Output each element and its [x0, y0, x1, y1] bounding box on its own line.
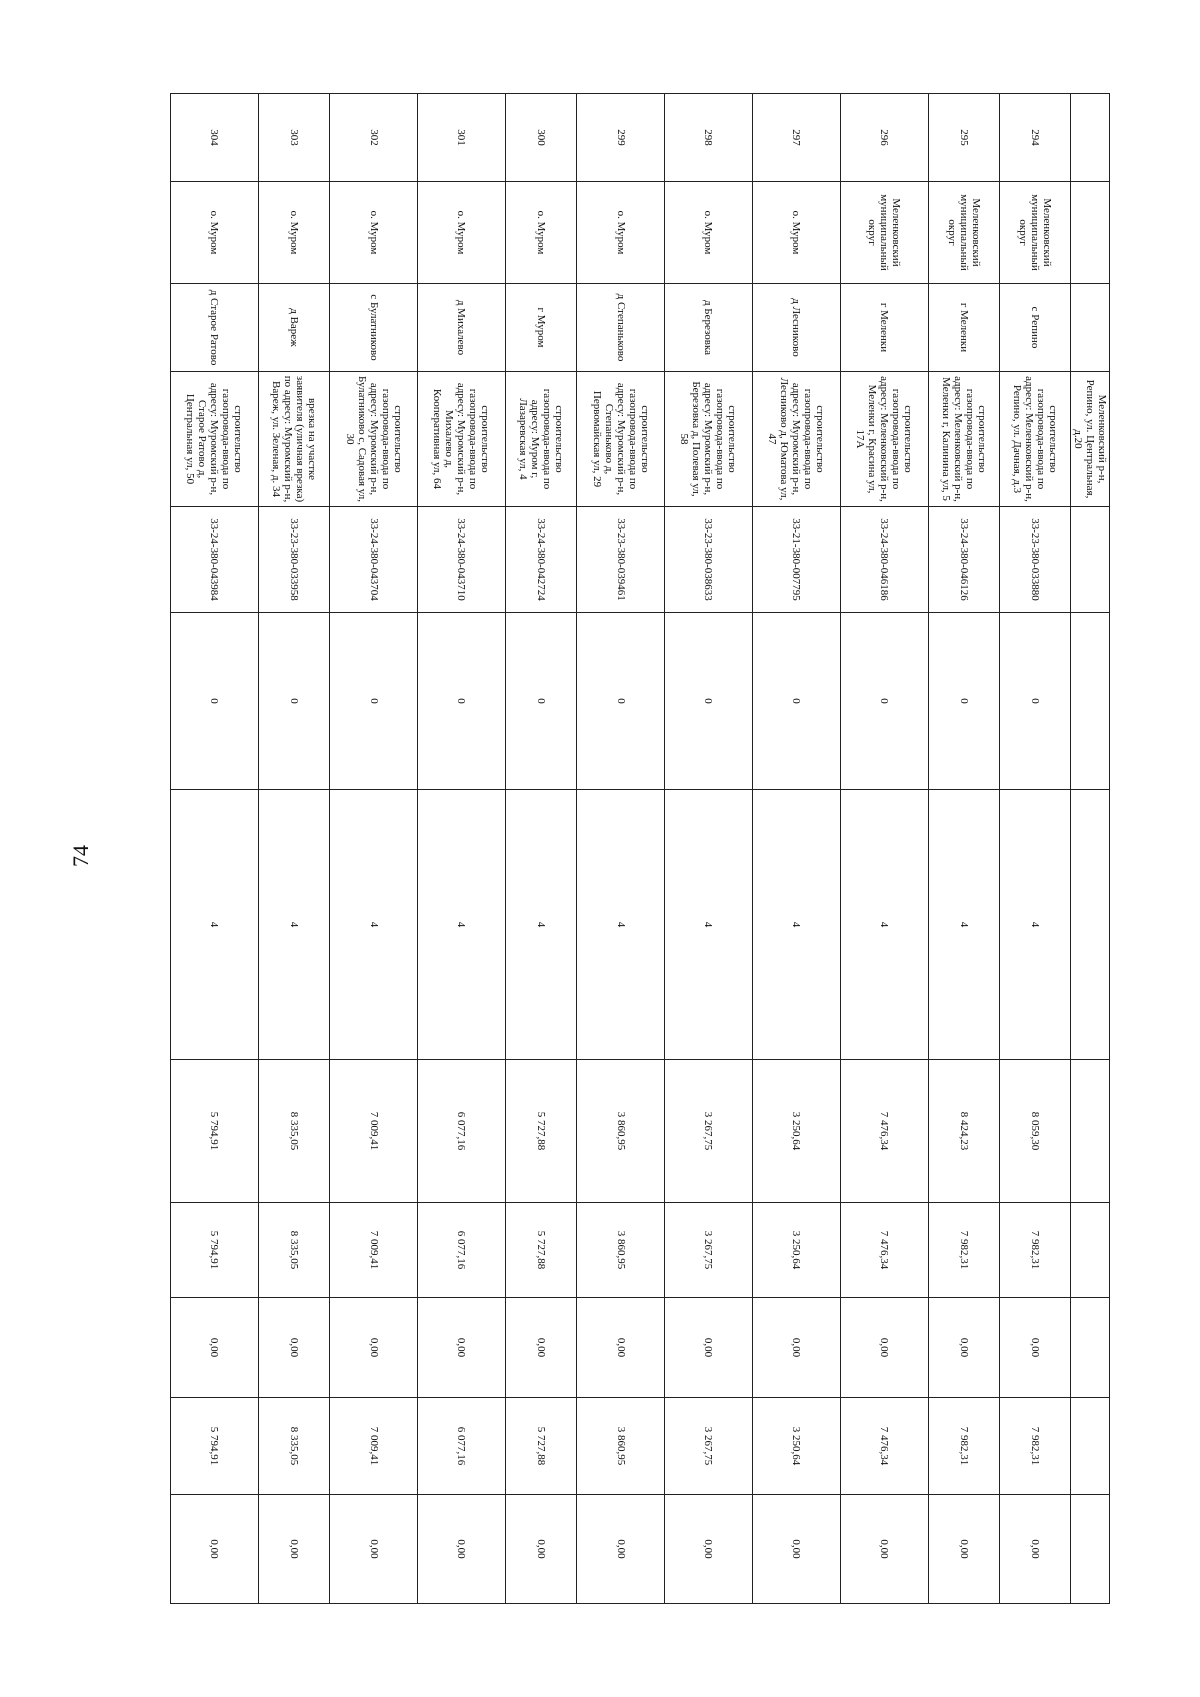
cell-municipality: о. Муром	[664, 182, 752, 284]
table-row	[840, 94, 928, 1604]
cell-cost-b: 0,00	[664, 1298, 752, 1398]
cell-zero: 0	[505, 613, 576, 790]
cell-cost-d: 0,00	[505, 1495, 576, 1604]
table-row	[999, 94, 1070, 1604]
cell-municipality	[1071, 182, 1110, 284]
cell-cost-b: 0,00	[171, 1298, 259, 1398]
cell-cost-b: 0,00	[999, 1298, 1070, 1398]
cell-id: 33-23-380-039461	[577, 507, 665, 613]
cell-municipality: о. Муром	[418, 182, 506, 284]
cell-municipality: Меленковский муниципальный округ	[928, 182, 999, 284]
cell-cost-c: 8 335,05	[258, 1398, 329, 1495]
cell-category: 4	[928, 790, 999, 1060]
cell-settlement: д Михалево	[418, 284, 506, 372]
cell-cost-c: 3 250,64	[752, 1398, 840, 1495]
cell-object: врезка на участке заявителя (уличная врезка) по адресу: Муромский р-н, Вареж, ул. Зеленая, д. 34	[258, 372, 329, 507]
cell-category: 4	[171, 790, 259, 1060]
table-row	[258, 94, 329, 1604]
cell-zero: 0	[577, 613, 665, 790]
cell-cost-c: 7 009,41	[330, 1398, 418, 1495]
cell-cost-total: 8 059,30	[999, 1060, 1070, 1203]
cell-cost-b: 0,00	[928, 1298, 999, 1398]
cell-cost-d: 0,00	[999, 1495, 1070, 1604]
cell-num: 299	[577, 94, 665, 182]
cell-cost-total: 7 476,34	[840, 1060, 928, 1203]
cell-settlement: д Старое Ратово	[171, 284, 259, 372]
cell-cost-d: 0,00	[752, 1495, 840, 1604]
rotated-table-container	[170, 93, 1110, 1603]
table-row	[330, 94, 418, 1604]
cell-cost-c: 7 982,31	[999, 1398, 1070, 1495]
cell-cost-a: 3 860,95	[577, 1203, 665, 1298]
cell-zero: 0	[330, 613, 418, 790]
cell-category: 4	[505, 790, 576, 1060]
cell-cost-c	[1071, 1398, 1110, 1495]
cell-num: 301	[418, 94, 506, 182]
cell-cost-a: 7 982,31	[928, 1203, 999, 1298]
cell-cost-d: 0,00	[664, 1495, 752, 1604]
cell-cost-b: 0,00	[505, 1298, 576, 1398]
cell-num: 302	[330, 94, 418, 182]
page-number: 74	[68, 845, 93, 867]
cell-object: строительство газопровода-ввода по адресу: Муром г, Лазаревская ул, 4	[505, 372, 576, 507]
cell-cost-a: 7 009,41	[330, 1203, 418, 1298]
table-row	[928, 94, 999, 1604]
cell-cost-a: 8 335,05	[258, 1203, 329, 1298]
cell-id: 33-23-380-038633	[664, 507, 752, 613]
cell-category: 4	[418, 790, 506, 1060]
cell-settlement: с Булатниково	[330, 284, 418, 372]
cell-id: 33-24-380-042724	[505, 507, 576, 613]
cell-id: 33-24-380-043710	[418, 507, 506, 613]
cell-object: строительство газопровода-ввода по адресу: Меленковский р-н, Репино, ул. Дачная, д.3	[999, 372, 1070, 507]
cell-cost-total: 5 727,88	[505, 1060, 576, 1203]
cell-cost-c: 7 982,31	[928, 1398, 999, 1495]
cell-category: 4	[258, 790, 329, 1060]
cell-cost-d: 0,00	[928, 1495, 999, 1604]
cell-num: 303	[258, 94, 329, 182]
cell-municipality: о. Муром	[505, 182, 576, 284]
cell-num: 300	[505, 94, 576, 182]
cell-cost-a: 6 077,16	[418, 1203, 506, 1298]
cell-zero: 0	[171, 613, 259, 790]
cell-cost-d: 0,00	[577, 1495, 665, 1604]
cell-cost-b: 0,00	[577, 1298, 665, 1398]
cell-zero: 0	[928, 613, 999, 790]
table-row-continuation	[1071, 94, 1110, 1604]
cell-zero: 0	[752, 613, 840, 790]
table-row	[505, 94, 576, 1604]
cell-category: 4	[577, 790, 665, 1060]
cell-num: 294	[999, 94, 1070, 182]
cell-settlement: с Репино	[999, 284, 1070, 372]
cell-cost-b: 0,00	[752, 1298, 840, 1398]
cell-cost-c: 5 727,88	[505, 1398, 576, 1495]
cell-num: 296	[840, 94, 928, 182]
cell-num	[1071, 94, 1110, 182]
cell-object: строительство газопровода-ввода по адресу: Муромский р-н, Михалево д, Кооперативная ул, 64	[418, 372, 506, 507]
cell-municipality: о. Муром	[752, 182, 840, 284]
cell-object: строительство газопровода-ввода по адресу: Муромский р-н, Березовка д, Полевая ул, 58	[664, 372, 752, 507]
cell-zero: 0	[258, 613, 329, 790]
table-row	[577, 94, 665, 1604]
cell-object: строительство газопровода-ввода по адресу: Меленковский р-н, Меленки г, Красина ул, 17А	[840, 372, 928, 507]
table-row	[171, 94, 259, 1604]
cell-settlement: д Степаньково	[577, 284, 665, 372]
cell-cost-a: 7 982,31	[999, 1203, 1070, 1298]
cell-zero: 0	[418, 613, 506, 790]
cell-cost-total: 6 077,16	[418, 1060, 506, 1203]
cell-zero: 0	[999, 613, 1070, 790]
cell-id: 33-24-380-043704	[330, 507, 418, 613]
cell-settlement: г Меленки	[840, 284, 928, 372]
cell-object: строительство газопровода-ввода по адресу: Муромский р-н, Лесниково д, Юматова ул, 47	[752, 372, 840, 507]
table-row	[418, 94, 506, 1604]
cell-municipality: о. Муром	[330, 182, 418, 284]
cell-cost-total: 5 794,91	[171, 1060, 259, 1203]
cell-category: 4	[752, 790, 840, 1060]
cell-id: 33-23-380-033958	[258, 507, 329, 613]
cell-object: строительство газопровода-ввода по адресу: Меленковский р-н, Меленки г, Калинина ул, 5	[928, 372, 999, 507]
cell-id	[1071, 507, 1110, 613]
cell-cost-total: 8 424,23	[928, 1060, 999, 1203]
cell-cost-d	[1071, 1495, 1110, 1604]
cell-cost-b: 0,00	[258, 1298, 329, 1398]
cell-category: 4	[840, 790, 928, 1060]
cell-category: 4	[330, 790, 418, 1060]
cell-cost-d: 0,00	[418, 1495, 506, 1604]
cell-cost-total	[1071, 1060, 1110, 1203]
cell-cost-a: 3 267,75	[664, 1203, 752, 1298]
cell-cost-d: 0,00	[330, 1495, 418, 1604]
cell-category: 4	[999, 790, 1070, 1060]
cell-zero: 0	[664, 613, 752, 790]
cell-cost-a: 5 727,88	[505, 1203, 576, 1298]
cell-cost-b	[1071, 1298, 1110, 1398]
cell-cost-c: 5 794,91	[171, 1398, 259, 1495]
cell-object: строительство газопровода-ввода по адресу: Муромский р-н, Булатниково с, Садовая ул, 30	[330, 372, 418, 507]
cell-zero: 0	[840, 613, 928, 790]
cell-category: 4	[664, 790, 752, 1060]
cell-object: Меленковский р-н, Репино, ул. Центральная, д.20	[1071, 372, 1110, 507]
cell-cost-c: 7 476,34	[840, 1398, 928, 1495]
cell-cost-c: 3 860,95	[577, 1398, 665, 1495]
table-row	[752, 94, 840, 1604]
cell-cost-a: 3 250,64	[752, 1203, 840, 1298]
cell-settlement	[1071, 284, 1110, 372]
cell-id: 33-24-380-046186	[840, 507, 928, 613]
cell-municipality: о. Муром	[577, 182, 665, 284]
cell-cost-total: 8 335,05	[258, 1060, 329, 1203]
cell-num: 295	[928, 94, 999, 182]
cell-settlement: г Меленки	[928, 284, 999, 372]
cell-cost-total: 7 009,41	[330, 1060, 418, 1203]
cell-cost-total: 3 267,75	[664, 1060, 752, 1203]
cell-settlement: д Вареж	[258, 284, 329, 372]
cell-cost-a: 5 794,91	[171, 1203, 259, 1298]
table-body	[171, 94, 1110, 1604]
cell-cost-c: 6 077,16	[418, 1398, 506, 1495]
cell-cost-total: 3 860,95	[577, 1060, 665, 1203]
cell-municipality: Меленковский муниципальный округ	[999, 182, 1070, 284]
cell-id: 33-23-380-033880	[999, 507, 1070, 613]
cell-cost-d: 0,00	[258, 1495, 329, 1604]
cell-cost-b: 0,00	[840, 1298, 928, 1398]
cell-id: 33-24-380-046126	[928, 507, 999, 613]
cell-cost-a: 7 476,34	[840, 1203, 928, 1298]
cell-cost-total: 3 250,64	[752, 1060, 840, 1203]
cell-cost-d: 0,00	[171, 1495, 259, 1604]
data-table	[170, 93, 1110, 1604]
cell-cost-b: 0,00	[418, 1298, 506, 1398]
table-row	[664, 94, 752, 1604]
cell-municipality: о. Муром	[171, 182, 259, 284]
cell-cost-a	[1071, 1203, 1110, 1298]
cell-category	[1071, 790, 1110, 1060]
cell-municipality: Меленковский муниципальный округ	[840, 182, 928, 284]
cell-id: 33-21-380-007795	[752, 507, 840, 613]
cell-id: 33-24-380-043984	[171, 507, 259, 613]
cell-object: строительство газопровода-ввода по адресу: Муромский р-н, Старое Ратово д, Центральная ул, 50	[171, 372, 259, 507]
cell-settlement: д Лесниково	[752, 284, 840, 372]
cell-cost-b: 0,00	[330, 1298, 418, 1398]
cell-municipality: о. Муром	[258, 182, 329, 284]
cell-cost-c: 3 267,75	[664, 1398, 752, 1495]
cell-settlement: г Муром	[505, 284, 576, 372]
cell-settlement: д Березовка	[664, 284, 752, 372]
cell-object: строительство газопровода-ввода по адресу: Муромский р-н, Степаньково д, Первомайская ул, 29	[577, 372, 665, 507]
cell-num: 298	[664, 94, 752, 182]
cell-num: 297	[752, 94, 840, 182]
cell-num: 304	[171, 94, 259, 182]
cell-cost-d: 0,00	[840, 1495, 928, 1604]
cell-zero	[1071, 613, 1110, 790]
